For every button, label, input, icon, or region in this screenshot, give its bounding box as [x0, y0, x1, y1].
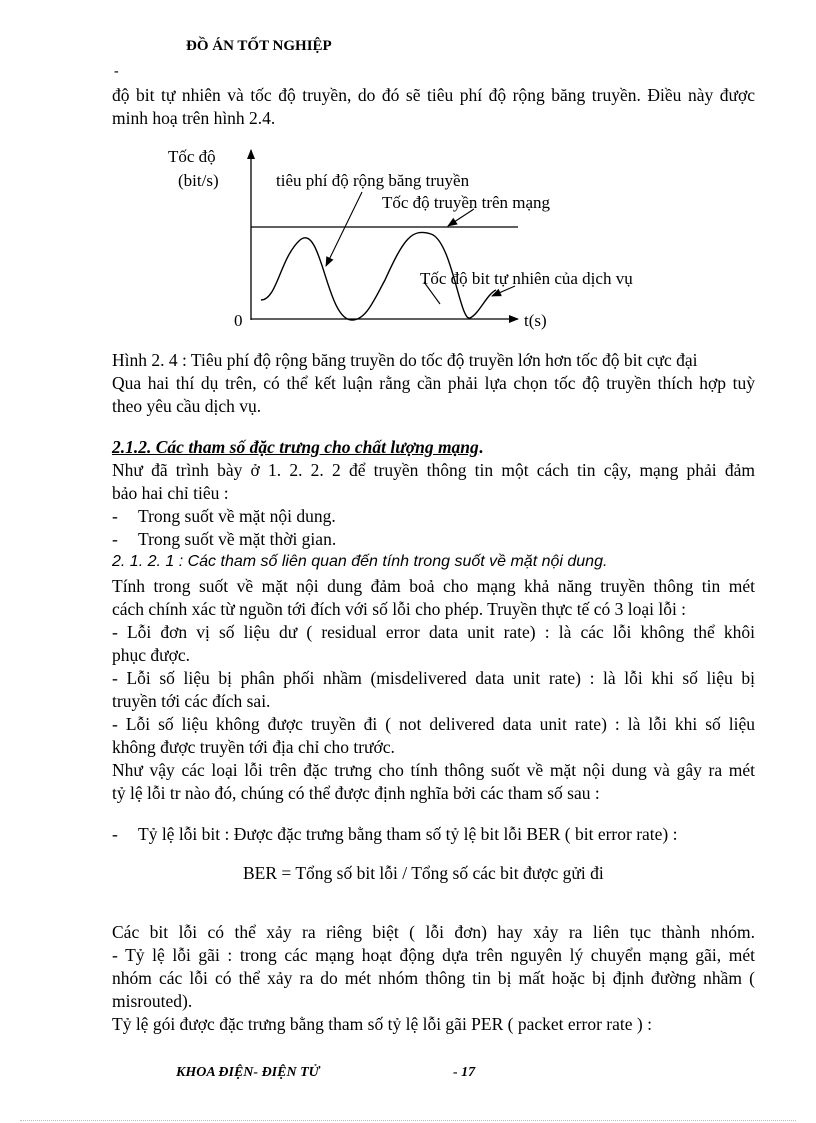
y-axis-label-2: (bit/s) — [178, 171, 219, 190]
header-dash-mark: - — [114, 64, 119, 79]
section-heading-period: . — [478, 437, 484, 457]
label-network-rate: Tốc độ truyền trên mạng — [382, 193, 551, 212]
error-type-2-line-2: truyền tới các đích sai. — [112, 691, 271, 711]
intro-line-2: minh hoạ trên hình 2.4. — [112, 108, 276, 128]
packet-error-line-2: nhóm các lỗi có thể xảy ra do mét nhóm thông tin bị mất hoặc bị định đường nhầm ( — [112, 968, 755, 988]
bullet-content-text: Trong suốt về mặt nội dung. — [138, 506, 336, 526]
bullet-ber-text: Tỷ lệ lỗi bit : Được đặc trưng bằng tham số tỷ lệ bit lỗi BER ( bit error rate) : — [138, 824, 678, 844]
subsection-heading: 2. 1. 2. 1 : Các tham số liên quan đến tính trong suốt về mặt nội dung. — [112, 553, 608, 570]
packet-error-line-3: misrouted). — [112, 991, 193, 1011]
bullet-ber: - Tỷ lệ lỗi bit : Được đặc trưng bằng tham số tỷ lệ bit lỗi BER ( bit error rate) : — [112, 824, 678, 844]
origin-label: 0 — [234, 311, 243, 330]
page-header-title: ĐỒ ÁN TỐT NGHIỆP — [186, 38, 332, 54]
ber-formula: BER = Tổng số bit lỗi / Tổng số các bit được gửi đi — [243, 863, 604, 883]
intro-line-1: độ bit tự nhiên và tốc độ truyền, do đó sẽ tiêu phí độ rộng băng truyền. Điều này được — [112, 85, 755, 105]
footer-department: KHOA ĐIỆN- ĐIỆN TỬ — [176, 1065, 320, 1080]
error-type-1-line-2: phục được. — [112, 645, 191, 665]
para-3-line-1: Như vậy các loại lỗi trên đặc trưng cho tính thông suốt về mặt nội dung và gây ra mét — [112, 760, 755, 780]
error-type-3-line-2: không được truyền tới địa chỉ cho trước. — [112, 737, 395, 757]
error-type-1-line-1: - Lỗi đơn vị số liệu dư ( residual error data unit rate) : là các lỗi không thể khôi — [112, 622, 755, 642]
section-para-1-line-2: bảo hai chỉ tiêu : — [112, 483, 229, 503]
para-2-line-1: Tính trong suốt về mặt nội dung đảm boả cho mạng khả năng truyền thông tin mét — [112, 576, 755, 596]
section-para-1-line-1: Như đã trình bày ở 1. 2. 2. 2 để truyền thông tin một cách tin cậy, mạng phải đảm — [112, 460, 755, 480]
bullet-time-text: Trong suốt về mặt thời gian. — [138, 529, 337, 549]
error-type-3-line-1: - Lỗi số liệu không được truyền đi ( not delivered data unit rate) : là lỗi khi số liệu — [112, 714, 755, 734]
footer-page-number: - 17 — [453, 1065, 476, 1080]
y-axis-label-1: Tốc độ — [168, 147, 216, 166]
figure-bandwidth-waste — [0, 130, 816, 345]
section-heading-text: 2.1.2. Các tham số đặc trưng cho chất lượng mạng — [112, 437, 479, 457]
para-after-fig-1: Qua hai thí dụ trên, có thể kết luận rằng cần phải lựa chọn tốc độ truyền thích hợp tuỳ — [112, 373, 755, 393]
section-heading — [112, 436, 483, 458]
bullet-content-transparency: - Trong suốt về mặt nội dung. — [112, 506, 336, 526]
figure-caption: Hình 2. 4 : Tiêu phí độ rộng băng truyền do tốc độ truyền lớn hơn tốc độ bit cực đại — [112, 350, 698, 370]
para-3-line-2: tỷ lệ lỗi tr nào đó, chúng có thể được định nghĩa bởi các tham số sau : — [112, 783, 600, 803]
para-2-line-2: cách chính xác từ nguồn tới đích với số lỗi cho phép. Truyền thực tế có 3 loại lỗi : — [112, 599, 687, 619]
error-type-2-line-1: - Lỗi số liệu bị phân phối nhầm (misdelivered data unit rate) : là lỗi khi số liệu bị — [112, 668, 755, 688]
waste-pointer — [326, 192, 362, 266]
label-waste: tiêu phí độ rộng băng truyền — [276, 171, 470, 190]
x-axis-label: t(s) — [524, 311, 547, 330]
para-4-line-1: Các bit lỗi có thể xảy ra riêng biệt ( lỗi đơn) hay xảy ra liên tục thành nhóm. — [112, 922, 755, 942]
label-natural-rate: Tốc độ bit tự nhiên của dịch vụ — [420, 269, 633, 288]
footer-dotted-rule — [20, 1120, 796, 1121]
para-after-fig-2: theo yêu cầu dịch vụ. — [112, 396, 262, 416]
bullet-time-transparency: - Trong suốt về mặt thời gian. — [112, 529, 337, 549]
packet-error-line-1: - Tỷ lệ lỗi gãi : trong các mạng hoạt động dựa trên nguyên lý chuyển mạng gãi, mét — [112, 945, 755, 965]
para-5-line-1: Tỷ lệ gói được đặc trưng bằng tham số tỷ lệ lỗi gãi PER ( packet error rate ) : — [112, 1014, 652, 1034]
